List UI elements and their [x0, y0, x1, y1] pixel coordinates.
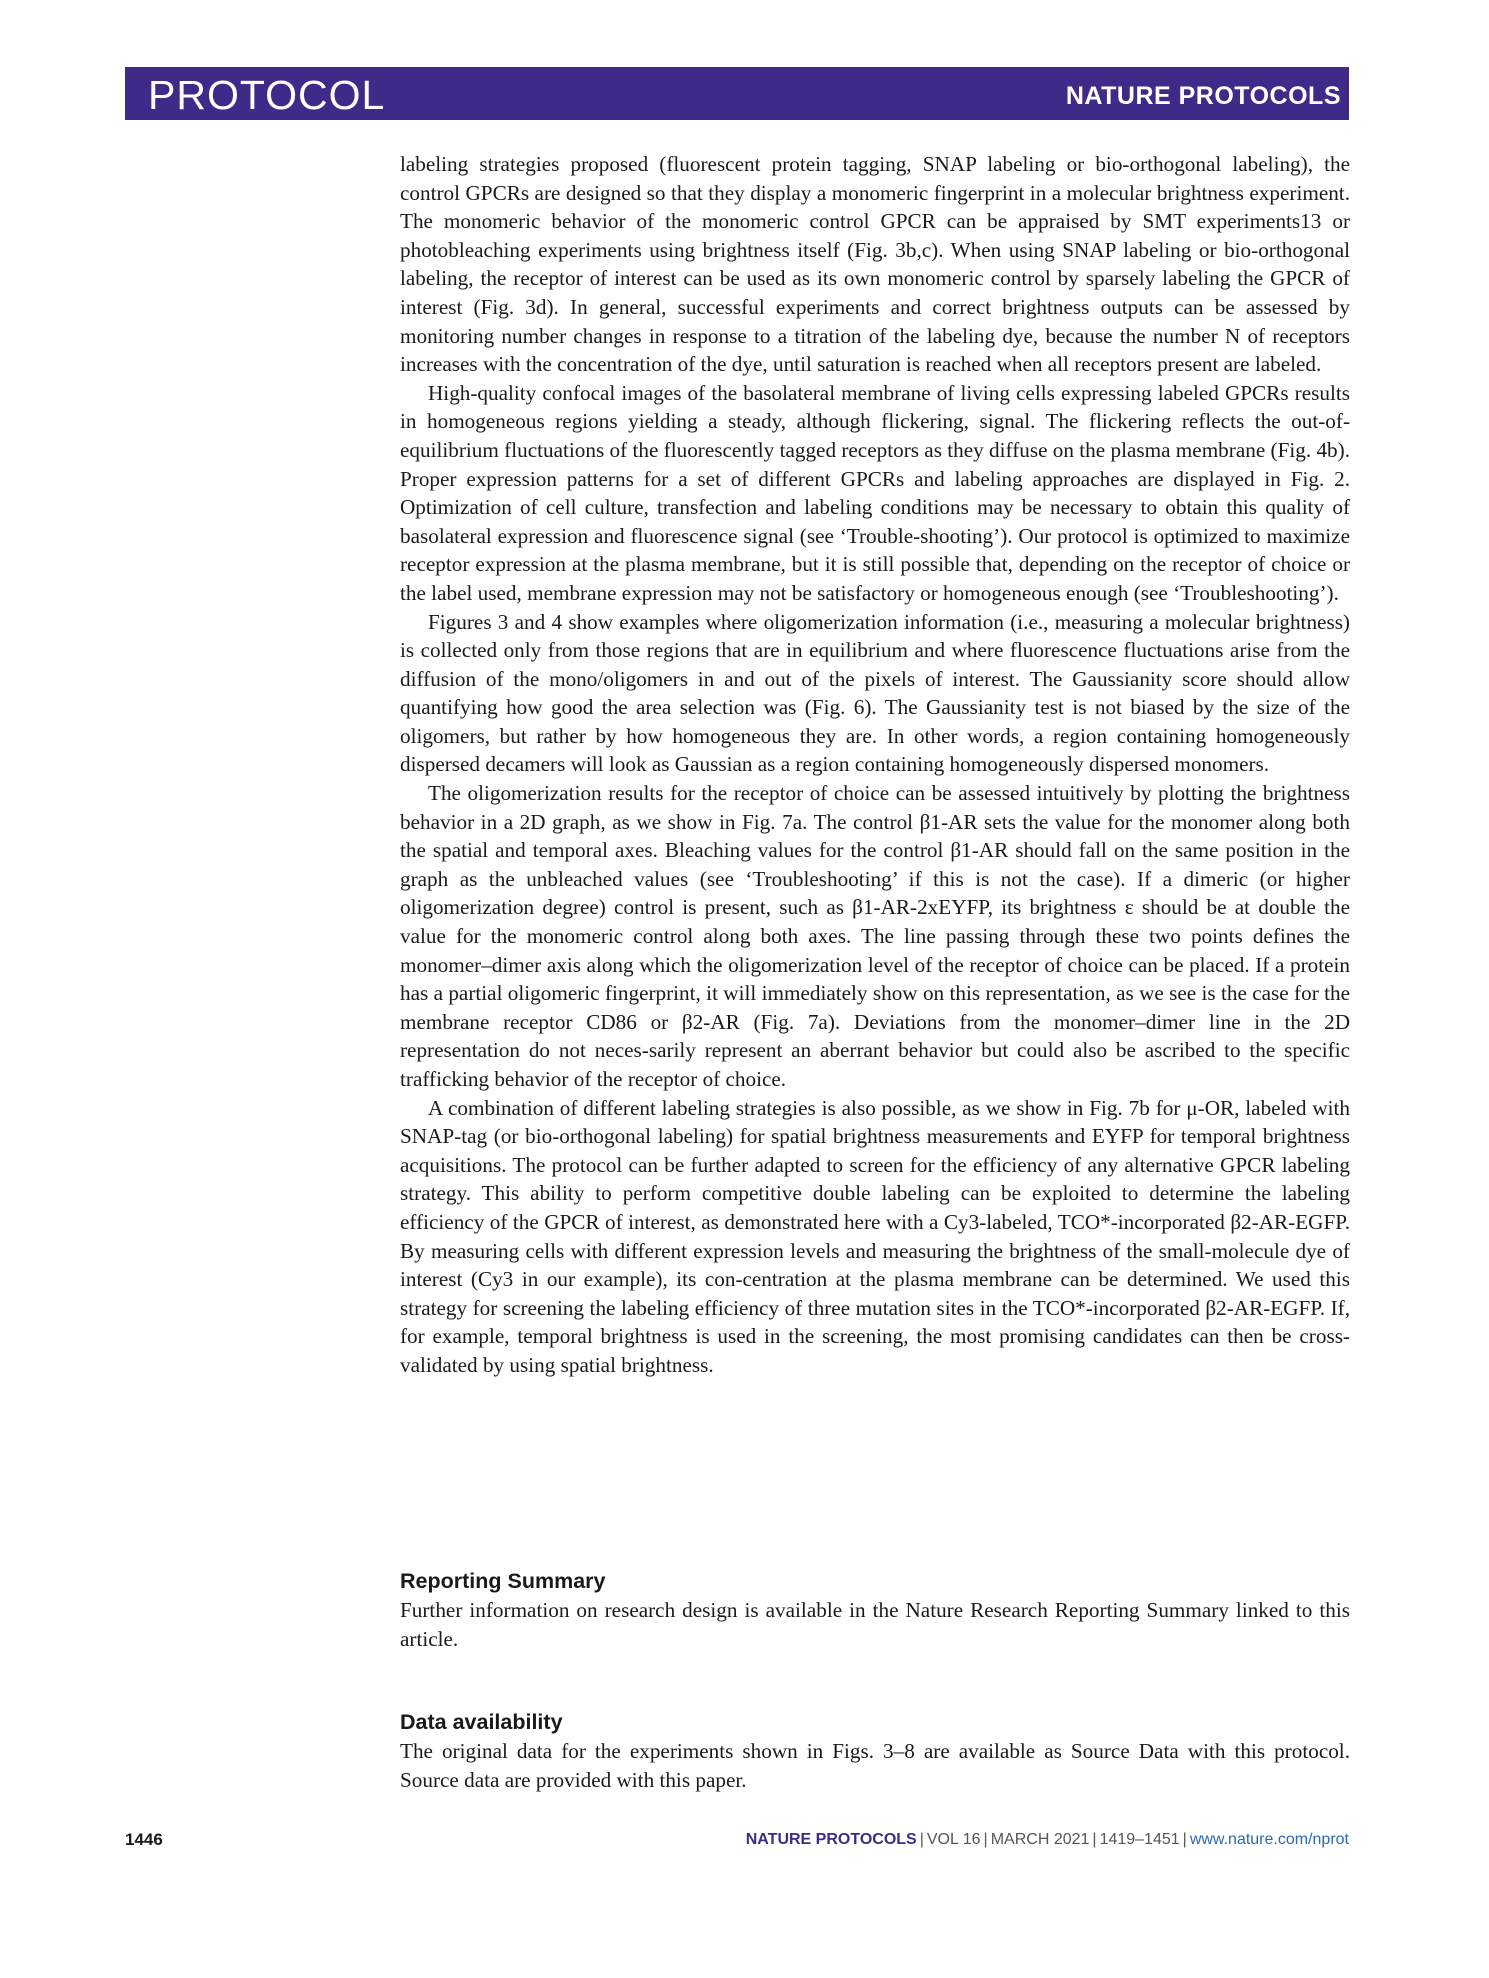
paragraph: Figures 3 and 4 show examples where oligomerization information (i.e., measuring a molecular brightness) is collected only from those regions that are in equilibrium and where fluorescence fluctuations arise from the diffusion of the mono/oligomers in and out of the pixels of interest. The Gaussianity score should allow quantifying how good the area selection was (Fig. 6). The Gaussianity test is not biased by the size of the oligomers, but rather by how homogeneous they are. In other words, a region containing homogeneously dispersed decamers will look as Gaussian as a region containing homogeneously dispersed monomers. [400, 609, 1350, 777]
footer-volume: VOL 16 [926, 1831, 981, 1848]
footer-journal: NATURE PROTOCOLS [745, 1831, 917, 1848]
paragraph: A combination of different labeling strategies is also possible, as we show in Fig. 7b for μ-OR, labeled with SNAP-tag (or bio-orthogonal labeling) for spatial brightness measurements and EYFP for temporal brightness acquisitions. The protocol can be further adapted to screen for the efficiency of any alternative GPCR labeling strategy. This ability to perform competitive double labeling can be exploited to determine the labeling efficiency of the GPCR of interest, as demonstrated here with a Cy3-labeled, TCO*-incorporated β2-AR-EGFP. By measuring cells with different expression levels and measuring the brightness of the small-molecule dye of interest (Cy3 in our example), its con-centration at the plasma membrane can be determined. We used this strategy for screening the labeling efficiency of three mutation sites in the TCO*-incorporated β2-AR-EGFP. If, for example, temporal brightness is used in the screening, the most promising candidates can then be cross-validated by using spatial brightness. [400, 1095, 1350, 1377]
footer-date: MARCH 2021 [990, 1831, 1090, 1848]
reporting-summary-text: Further information on research design is available in the Nature Research Reporting Summary linked to this article. [400, 1598, 1350, 1651]
data-availability-heading: Data availability [400, 1710, 563, 1734]
footer-citation: NATURE PROTOCOLS | VOL 16 | MARCH 2021 | 1419–1451 | www.nature.com/nprot [745, 1831, 1349, 1848]
paragraph: High-quality confocal images of the basolateral membrane of living cells expressing labeled GPCRs results in homogeneous regions yielding a steady, although flickering, signal. The flickering reflects the out-of-equilibrium fluctuations of the fluorescently tagged receptors as they diffuse on the plasma membrane (Fig. 4b). Proper expression patterns for a set of different GPCRs and labeling approaches are displayed in Fig. 2. Optimization of cell culture, transfection and labeling conditions may be necessary to obtain this quality of basolateral expression and fluorescence signal (see ‘Trouble-shooting’). Our protocol is optimized to maximize receptor expression at the plasma membrane, but it is still possible that, depending on the receptor of choice or the label used, membrane expression may not be satisfactory or homogeneous enough (see ‘Troubleshooting’). [400, 380, 1350, 605]
footer-pages: 1419–1451 [1099, 1831, 1180, 1848]
reporting-summary-heading: Reporting Summary [400, 1569, 606, 1593]
section-label: PROTOCOL [148, 72, 386, 118]
paragraph: The oligomerization results for the receptor of choice can be assessed intuitively by plotting the brightness behavior in a 2D graph, as we show in Fig. 7a. The control β1-AR sets the value for the monomer along both the spatial and temporal axes. Bleaching values for the control β1-AR should fall on the same position in the graph as the unbleached values (see ‘Troubleshooting’ if this is not the case). If a dimeric (or higher oligomerization degree) control is present, such as β1-AR-2xEYFP, its brightness ε should be at double the value for the monomeric control along both axes. The line passing through these two points defines the monomer–dimer axis along which the oligomerization level of the receptor of choice can be placed. If a protein has a partial oligomeric fingerprint, it will immediately show on this representation, as we see is the case for the membrane receptor CD86 or β2-AR (Fig. 7a). Deviations from the monomer–dimer line in the 2D representation do not neces-sarily represent an aberrant behavior but could also be ascribed to the specific trafficking behavior of the receptor of choice. [400, 781, 1350, 1091]
paragraph: labeling strategies proposed (fluorescent protein tagging, SNAP labeling or bio-orthogonal labeling), the control GPCRs are designed so that they display a monomeric fingerprint in a molecular brightness experiment. The monomeric behavior of the monomeric control GPCR can be appraised by SMT experiments13 or photobleaching experiments using brightness itself (Fig. 3b,c). When using SNAP labeling or bio-orthogonal labeling, the receptor of interest can be used as its own monomeric control by sparsely labeling the GPCR of interest (Fig. 3d). In general, successful experiments and correct brightness outputs can be assessed by monitoring number changes in response to a titration of the labeling dye, because the number N of receptors increases with the concentration of the dye, until saturation is reached when all receptors present are labeled. [400, 152, 1350, 377]
journal-label: NATURE PROTOCOLS [1065, 82, 1341, 110]
article-body [400, 150, 1350, 1380]
page-number: 1446 [125, 1830, 163, 1849]
data-availability-text: The original data for the experiments shown in Figs. 3–8 are available as Source Data with this protocol. Source data are provided with this paper. [400, 1739, 1350, 1792]
footer-url-link[interactable]: www.nature.com/nprot [1189, 1831, 1349, 1848]
